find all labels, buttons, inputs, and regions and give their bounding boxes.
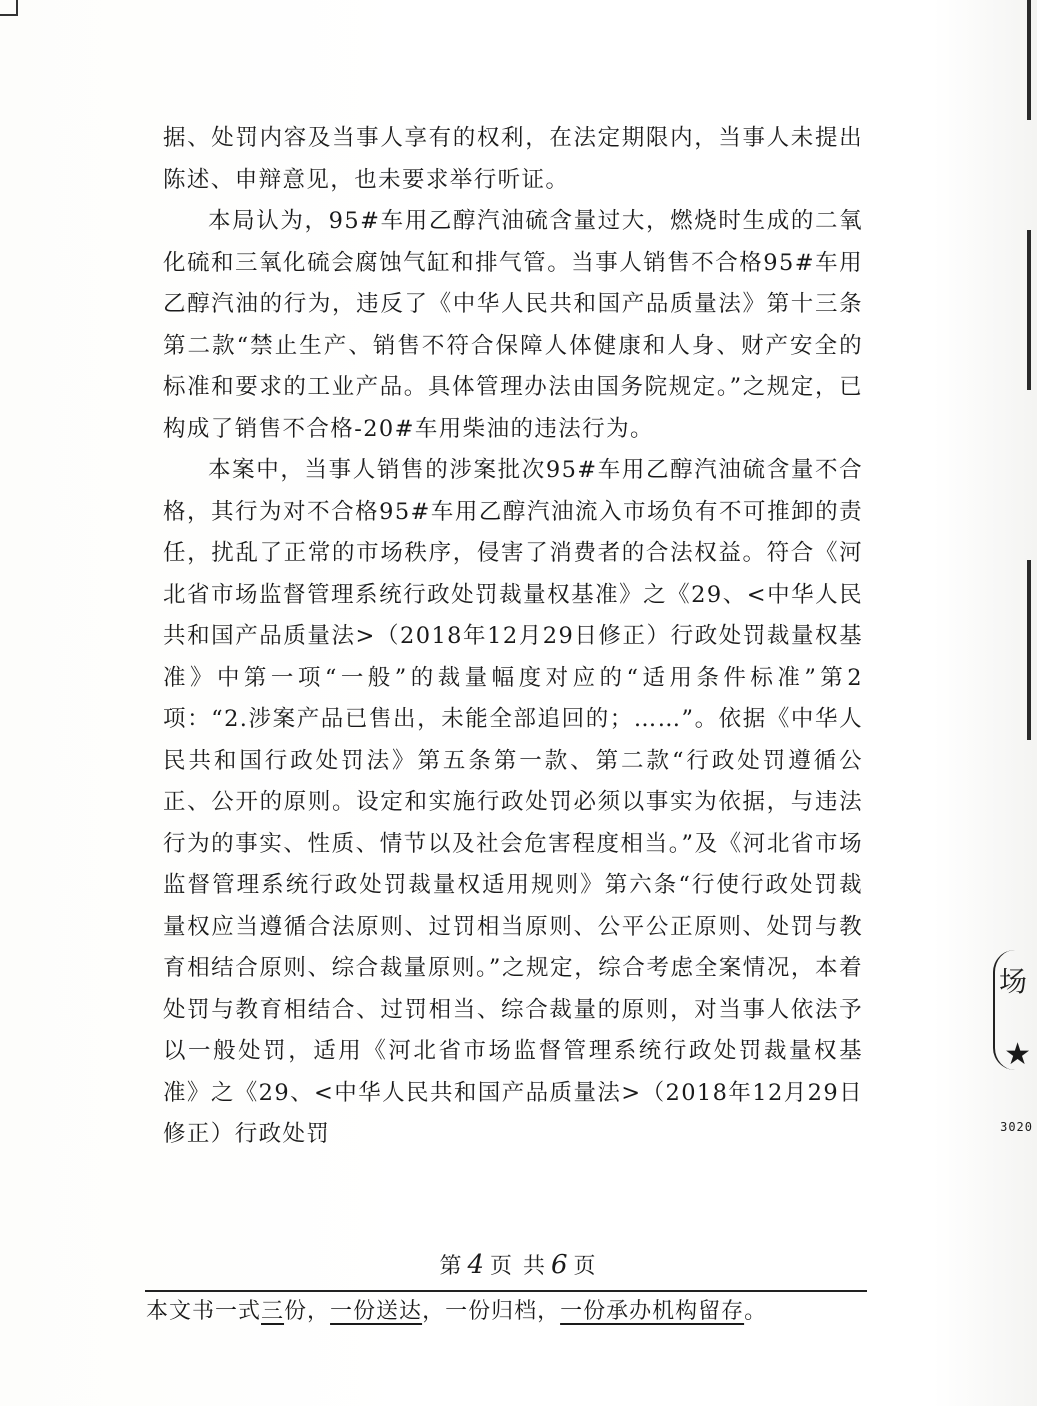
seal-number: 3020 (1000, 1120, 1033, 1134)
footer-copy-retained: 一份承办机构留存 (560, 1299, 745, 1324)
scan-corner-mark (0, 0, 18, 16)
paragraph-finding: 本局认为，95#车用乙醇汽油硫含量过大，燃烧时生成的二氧化硫和三氧化硫会腐蚀气缸和排气管。当事人销售不合格95#车用乙醇汽油的行为，违反了《中华人民共和国产品质量法》第十三条第二款“禁止生产、销售不符合保障人体健康和人身、财产安全的标准和要求的工业产品。具体管理办法由国务院规定。”之规定，已构成了销售不合格-20#车用柴油的违法行为。 (163, 208, 863, 442)
document-body (163, 118, 863, 1156)
footer-copy-delivered: 一份送达 (330, 1299, 423, 1324)
scan-edge-bar (1027, 230, 1031, 390)
scan-right-edge (1013, 0, 1037, 1406)
footer-text: 本文书一式 (146, 1299, 262, 1324)
paragraph-continuation: 据、处罚内容及当事人享有的权利，在法定期限内，当事人未提出陈述、申辩意见，也未要求举行听证。 (163, 125, 863, 193)
page-number-current: 4 (467, 1250, 486, 1280)
scan-edge-bar (1027, 560, 1031, 740)
footer-copy-count: 三 (261, 1299, 285, 1324)
page-number-middle: 页 共 (490, 1254, 547, 1279)
page-number (0, 1250, 1037, 1282)
paragraph-penalty-basis: 本案中，当事人销售的涉案批次95#车用乙醇汽油硫含量不合格，其行为对不合格95#车用乙醇汽油流入市场负有不可推卸的责任，扰乱了正常的市场秩序，侵害了消费者的合法权益。符合《河北省市场监督管理系统行政处罚裁量权基准》之《29、<中华人民共和国产品质量法>（2018年12月29日修正）行政处罚裁量权基准》中第一项“一般”的裁量幅度对应的“适用条件标准”第2项：“2.涉案产品已售出，未能全部追回的；……”。依据《中华人民共和国行政处罚法》第五条第一款、第二款“行政处罚遵循公正、公开的原则。设定和实施行政处罚必须以事实为依据，与违法行为的事实、性质、情节以及社会危害程度相当。”及《河北省市场监督管理系统行政处罚裁量权适用规则》第六条“行使行政处罚裁量权应当遵循合法原则、过罚相当原则、公平公正原则、处罚与教育相结合原则、综合裁量原则。”之规定，综合考虑全案情况，本着处罚与教育相结合、过罚相当、综合裁量的原则，对当事人依法予以一般处罚，适用《河北省市场监督管理系统行政处罚裁量权基准》之《29、<中华人民共和国产品质量法>（2018年12月29日修正）行政处罚 (163, 457, 863, 1147)
page-number-suffix: 页 (573, 1254, 598, 1279)
page-number-prefix: 第 (439, 1254, 464, 1279)
seal-star-icon: ★ (1004, 1037, 1031, 1072)
footer-copies-note (146, 1296, 876, 1328)
seal-character: 场 (998, 965, 1027, 998)
scan-edge-bar (1027, 0, 1031, 120)
footer-divider (145, 1290, 867, 1292)
footer-text: 份， (284, 1299, 331, 1324)
page-number-total: 6 (551, 1250, 570, 1280)
footer-text: ，一份归档， (422, 1299, 561, 1324)
footer-text: 。 (744, 1299, 768, 1324)
